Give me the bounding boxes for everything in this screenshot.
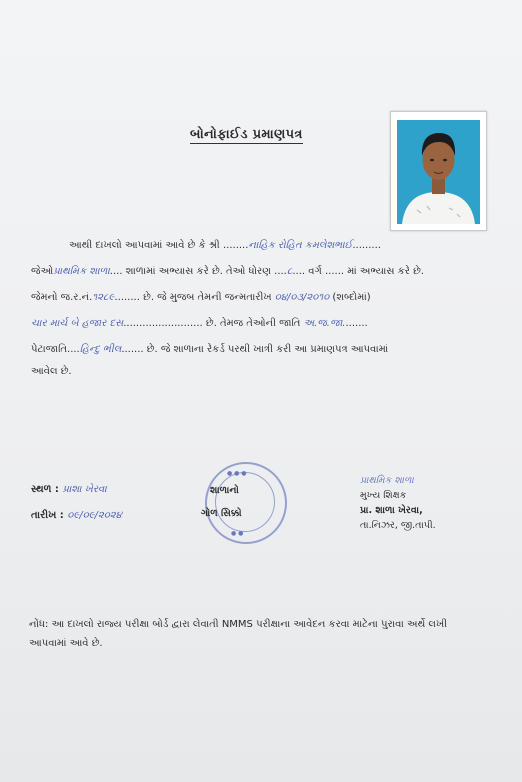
standard: ૮ — [286, 266, 293, 277]
footnote-line-2: આપવામાં આવે છે. — [29, 638, 103, 649]
stamp-label-1: શાળાનો — [210, 485, 239, 496]
body-line-2: જેઓપ્રાથમિક શાળા.... શાળામાં અભ્યાસ કરે છે. તેઓ ધોરણ ....૮.... વર્ગ ...... માં અભ્યાસ કરે છે. — [31, 266, 424, 277]
footnote-line-1: નોંધ: આ દાખલો રાજ્ય પરીક્ષા બોર્ડ દ્વારા લેવાતી NMMS પરીક્ષાના આવેદન કરવા માટેના પુરાવા અર્થે લખી — [29, 619, 448, 630]
signature-handwritten: પ્રાથમિક શાળા — [360, 475, 414, 486]
student-photo — [390, 111, 487, 231]
document-title: બોનોફાઈડ પ્રમાણપત્ર — [190, 127, 303, 142]
register-number: ૧૨૮૯ — [92, 292, 115, 303]
date-of-birth: ૦૪/૦૩/૨૦૧૦ — [274, 292, 330, 303]
sub-caste: હિન્દુ ભીલ — [79, 344, 122, 355]
date-value: ૦૯/૦૯/૨૦૨૪ — [67, 510, 122, 521]
student-name: નાહિક રોહિત કમલેશભાઈ — [248, 240, 353, 251]
body-line-6: આવેલ છે. — [31, 366, 72, 377]
place-row — [31, 484, 107, 495]
body-line-3: જેમનો જ.ર.નં.૧૨૮૯........ છે. જે મુજબ તેમની જન્મતારીખ ૦૪/૦૩/૨૦૧૦ (શબ્દોમાં) — [31, 292, 371, 303]
signature-role: મુખ્ય શિક્ષક — [360, 490, 407, 501]
student-portrait — [397, 120, 480, 224]
school-seal: ● ● ● ● ● — [205, 462, 287, 544]
signature-school: પ્રા. શાળા ખેરવા, — [360, 505, 423, 516]
place-label: સ્થળ : — [31, 484, 59, 495]
body-line-5: પેટાજાતિ....હિન્દુ ભીલ....... છે. જે શાળાના રેકર્ડ પરથી ખાત્રી કરી આ પ્રમાણપત્ર આપવામાં — [31, 344, 389, 355]
stamp-label-2: ગોળ સિક્કો — [201, 508, 242, 519]
signature-taluka: તા.નિઝર, જી.તાપી. — [360, 520, 436, 531]
date-row — [31, 510, 122, 521]
signature-block — [360, 473, 470, 533]
date-label: તારીખ : — [31, 510, 64, 521]
body-line-4: ચાર માર્ચ બે હજાર દસ......................... છે. તેમજ તેઓની જાતિ અ.જ.જા........ — [31, 318, 368, 329]
school-name: પ્રાથમિક શાળા — [53, 266, 110, 277]
place-value: પ્રાશા ખેરવા — [62, 484, 107, 495]
dob-in-words: ચાર માર્ચ બે હજાર દસ — [31, 318, 124, 329]
caste: અ.જ.જા. — [303, 318, 346, 329]
footnote — [29, 615, 489, 653]
body-line-1: આથી દાખલો આપવામાં આવે છે કે શ્રી ........નાહિક રોહિત કમલેશભાઈ......... — [69, 240, 381, 251]
